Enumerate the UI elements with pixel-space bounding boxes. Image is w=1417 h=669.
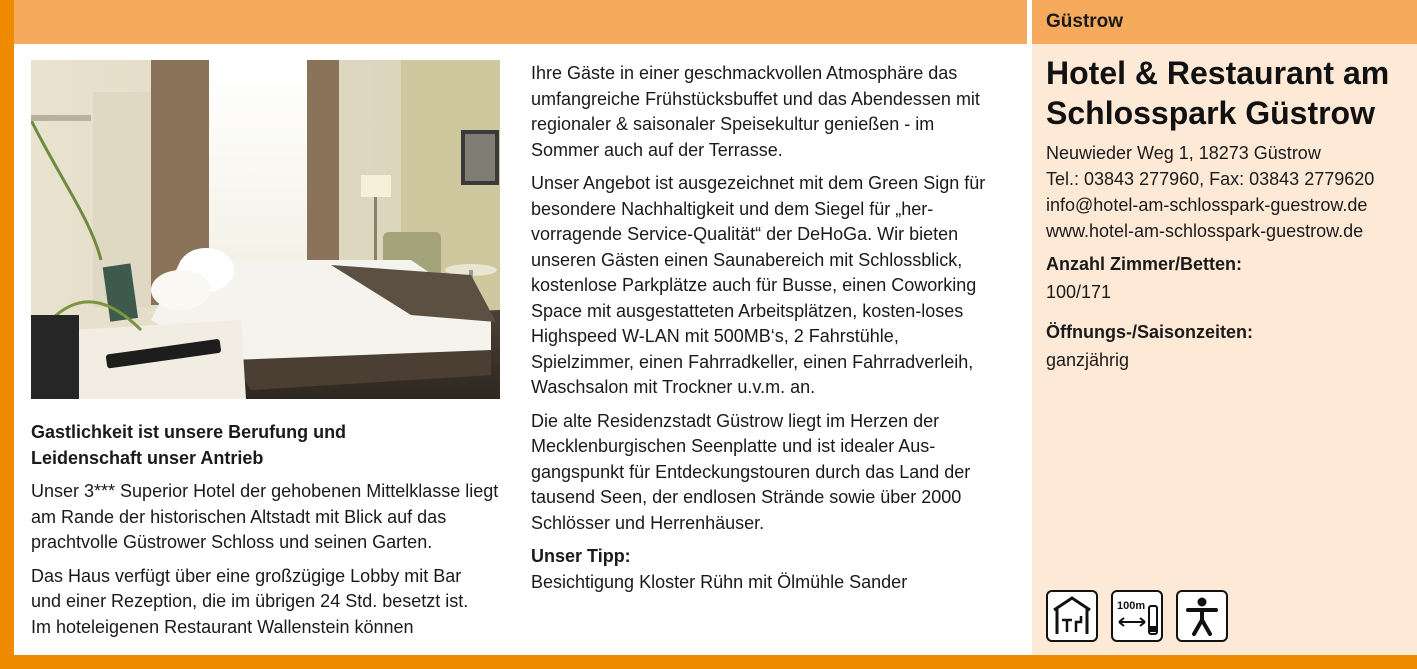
hotel-room-photo (31, 60, 500, 399)
header-bar (14, 0, 1027, 44)
article-paragraph: Unser 3*** Superior Hotel der gehobenen Mittelklasse liegt am Rande der historischen Altstadt mit Blick auf das prachtvolle Güstrower Schloss und seinen Garten. (31, 481, 499, 552)
info-sidebar (1032, 0, 1417, 655)
tip-label: Unser Tipp: (531, 546, 631, 566)
email-link[interactable]: info@hotel-am-schlosspark-guestrow.de (1046, 195, 1368, 215)
article-paragraph: Ihre Gäste in einer geschmackvollen Atmosphäre das umfangreiche Frühstücksbuffet und das Abendessen mit regionaler & saisonaler Speisekultur genießen - im Sommer auch auf der Terrasse. (531, 63, 980, 160)
article-column-1 (31, 420, 501, 648)
article-heading: Gastlichkeit ist unsere Berufung und Leidenschaft unser Antrieb (31, 422, 347, 468)
article-paragraph: Das Haus verfügt über eine großzügige Lobby mit Bar und einer Rezeption, die im übrigen 24 Std. besetzt ist. Im hoteleigenen Restaurant Wallenstein können (31, 565, 469, 637)
website-link[interactable]: www.hotel-am-schlosspark-guestrow.de (1046, 221, 1364, 241)
rooms-label: Anzahl Zimmer/Betten: (1046, 254, 1243, 274)
contact-block (1046, 140, 1374, 244)
hours-label: Öffnungs-/Saisonzeiten: (1046, 322, 1253, 342)
terrace-icon (1046, 590, 1098, 642)
sidebar-header (1032, 0, 1417, 44)
accessible-icon (1176, 590, 1228, 642)
left-accent-stripe (0, 0, 14, 669)
phone-fax: Tel.: 03843 277960, Fax: 03843 2779620 (1046, 169, 1375, 189)
distance-100m-icon (1111, 590, 1163, 642)
article-paragraph: Die alte Residenzstadt Güstrow liegt im Herzen der Mecklenburgischen Seenplatte und ist idealer Aus-gangspunkt für Entdeckungstouren durch das Land der tausend Seen, der endlosen Strände sowie über 2000 Schlösser und Herrenhäuser. (531, 410, 971, 533)
rooms-value: 100/171 (1046, 282, 1112, 302)
region-label: Güstrow (1046, 11, 1124, 32)
tip-text: Besichtigung Kloster Rühn mit Ölmühle Sander (531, 571, 908, 592)
address: Neuwieder Weg 1, 18273 Güstrow (1046, 143, 1321, 163)
bottom-accent-stripe (0, 655, 1417, 669)
hours-value: ganzjährig (1046, 350, 1130, 370)
svg-text:100m: 100m (1117, 600, 1146, 612)
article-paragraph: Unser Angebot ist ausgezeichnet mit dem Green Sign für besondere Nachhaltigkeit und dem Siegel für „her-vorragende Service-Qualität“ der DeHoGa. Wir bieten unseren Gästen einen Saunabereich mit Schlossblick, kostenlose Parkplätze auch für Busse, einen Coworking Space mit ausgestatteten Arbeitsplätzen, kosten-loses Highspeed W-LAN mit 500MB‘s, 2 Fahrstühle, Spielzimmer, einen Fahrradkeller, einen Fahrradverleih, Waschsalon mit Trockner u.v.m. an. (531, 173, 986, 397)
article-column-2 (531, 61, 1001, 595)
amenity-icons (1046, 590, 1228, 642)
hotel-name: Hotel & Restaurant am Schlosspark Güstrow (1046, 55, 1390, 131)
